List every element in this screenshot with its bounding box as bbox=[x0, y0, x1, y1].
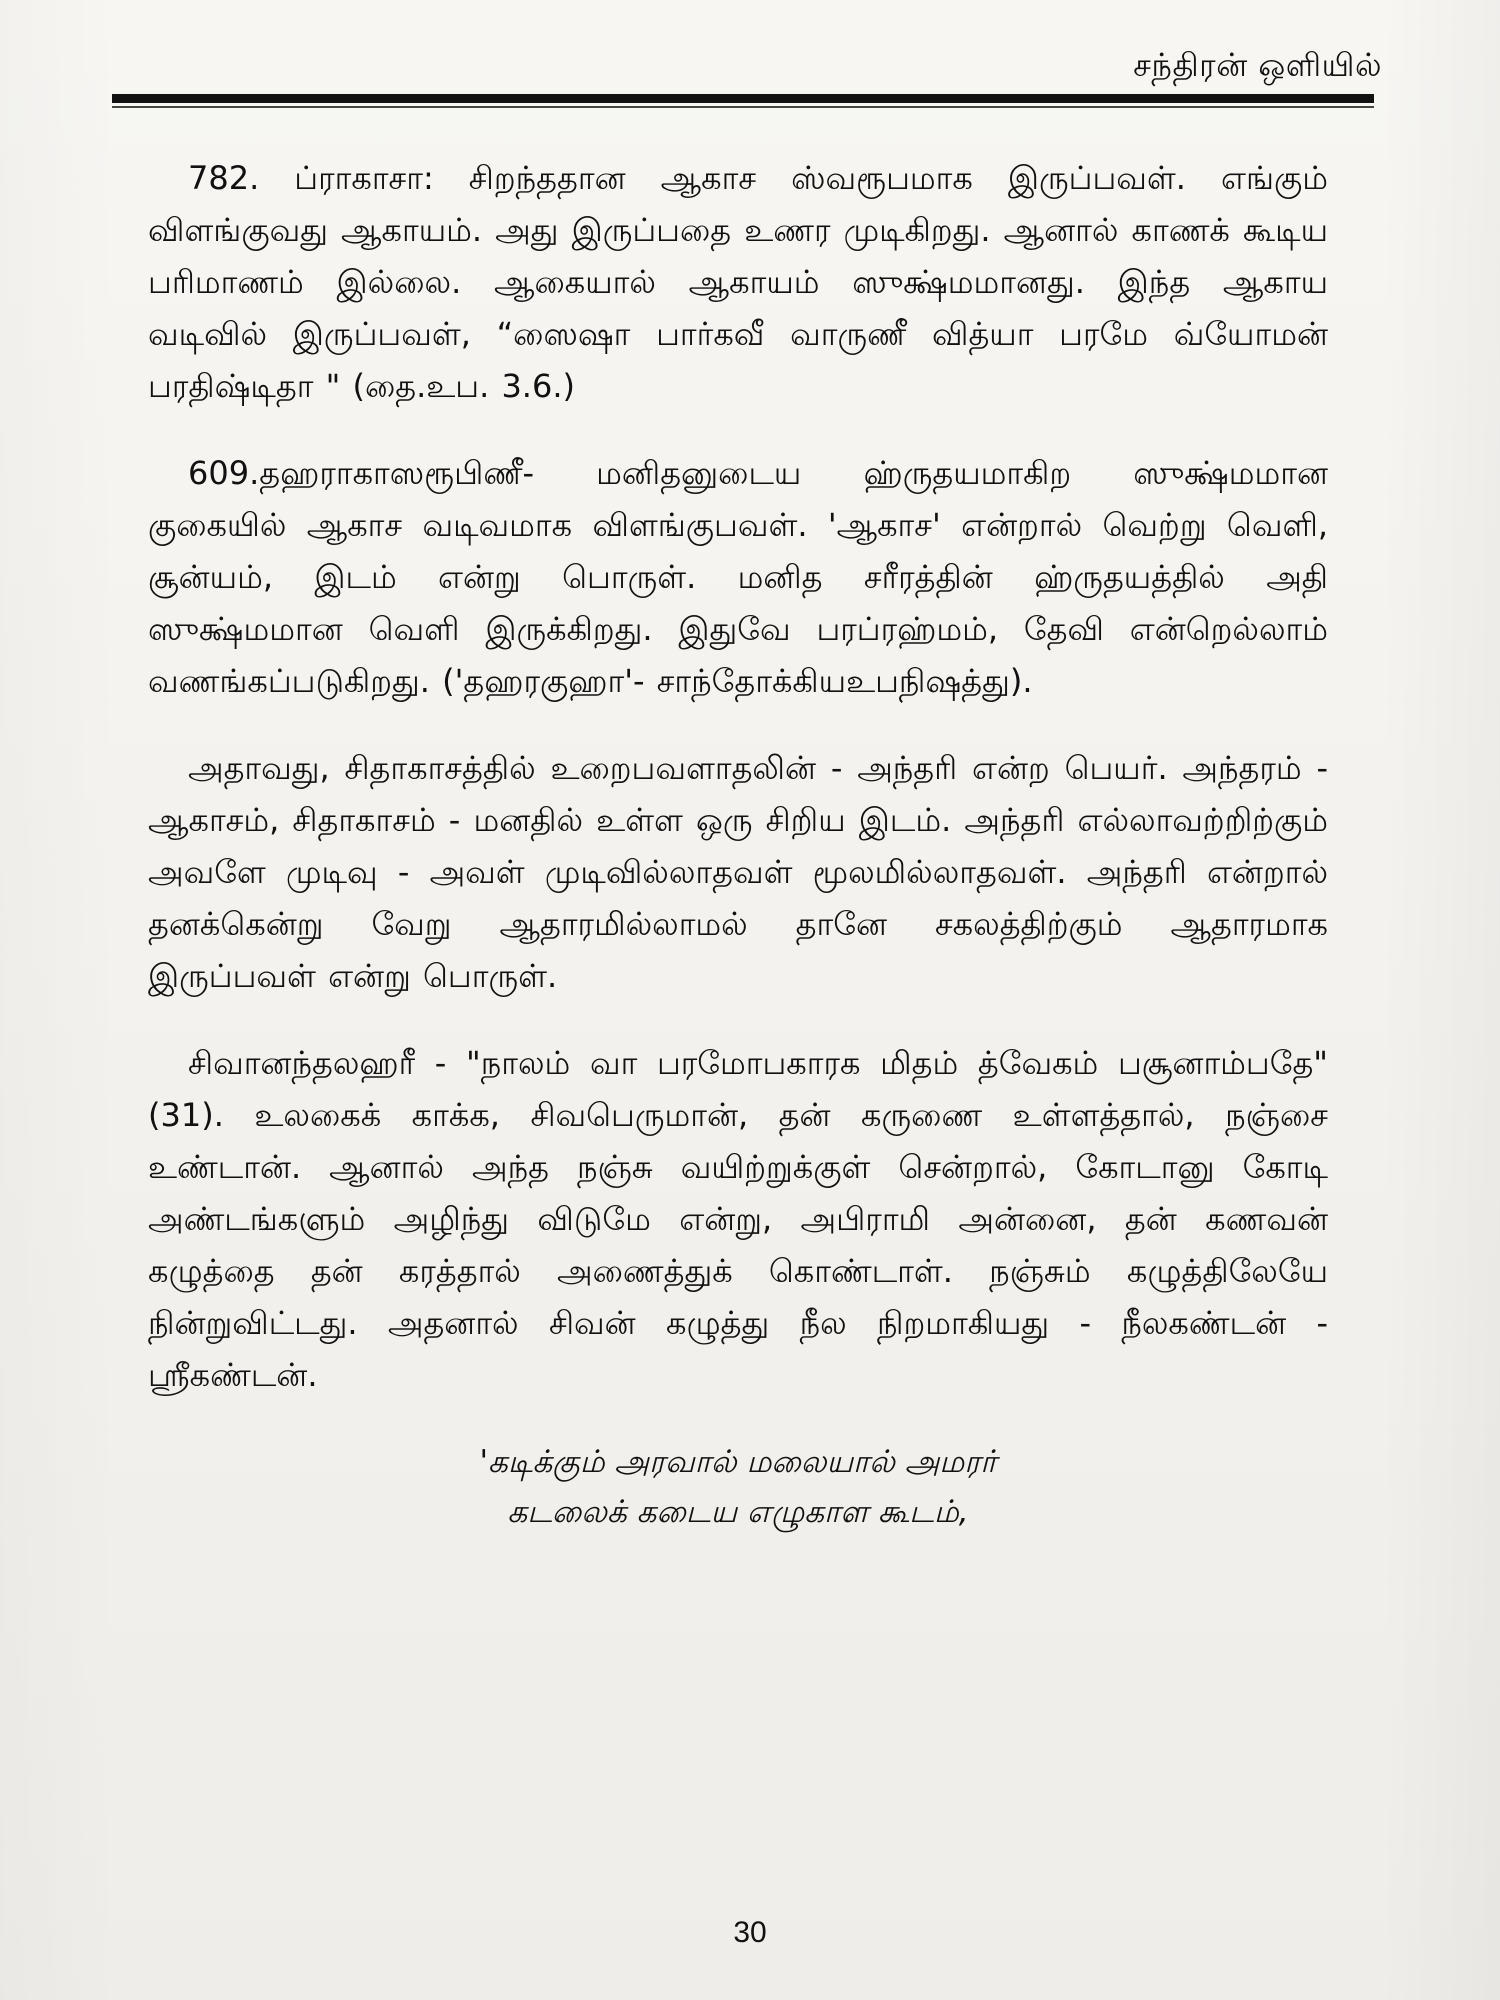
paragraph-609: 609.தஹராகாஸரூபிணீ- மனிதனுடைய ஹ்ருதயமாகிற ஸுக்ஷ்மமான குகையில் ஆகாச வடிவமாக விளங்குபவள். 'ஆகாச' என்றால் வெற்று வெளி, சூன்யம், இடம் என்று பொருள். மனித சரீரத்தின் ஹ்ருதயத்தில் அதி ஸுக்ஷ்மமான வெளி இருக்கிறது. இதுவே பரப்ரஹ்மம், தேவி என்றெல்லாம் வணங்கப்படுகிறது. ('தஹரகுஹா'- சாந்தோக்கியஉபநிஷத்து). bbox=[148, 454, 1328, 700]
main-text bbox=[148, 152, 1328, 1537]
paragraph-782: 782. ப்ராகாசா: சிறந்ததான ஆகாச ஸ்வரூபமாக இருப்பவள். எங்கும் விளங்குவது ஆகாயம். அது இருப்பதை உணர முடிகிறது. ஆனால் காணக் கூடிய பரிமாணம் இல்லை. ஆகையால் ஆகாயம் ஸுக்ஷ்மமானது. இந்த ஆகாய வடிவில் இருப்பவள், “ஸைஷா பார்கவீ வாருணீ வித்யா பரமே வ்யோமன் பரதிஷ்டிதா " (தை.உப. 3.6.) bbox=[148, 159, 1328, 405]
verse-line: 'கடிக்கும் அரவால் மலையால் அமரர் bbox=[479, 1444, 997, 1480]
header-rule-thick bbox=[112, 94, 1374, 103]
verse-line: கடலைக் கடைய எழுகாள கூடம், bbox=[507, 1494, 969, 1530]
page-number: 30 bbox=[733, 1916, 767, 1949]
paragraph-sivanandalahari: சிவானந்தலஹரீ - "நாலம் வா பரமோபகாரக மிதம் த்வேகம் பசூனாம்பதே" (31). உலகைக் காக்க, சிவபெருமான், தன் கருணை உள்ளத்தால், நஞ்சை உண்டான். ஆனால் அந்த நஞ்சு வயிற்றுக்குள் சென்றால், கோடானு கோடி அண்டங்களும் அழிந்து விடுமே என்று, அபிராமி அன்னை, தன் கணவன் கழுத்தை தன் கரத்தால் அணைத்துக் கொண்டாள். நஞ்சும் கழுத்திலேயே நின்றுவிட்டது. அதனால் சிவன் கழுத்து நீல நிறமாகியது - நீலகண்டன் - ஸ்ரீகண்டன். bbox=[148, 1044, 1328, 1394]
running-head: சந்திரன் ஒளியில் bbox=[1133, 46, 1382, 84]
paragraph-antari: அதாவது, சிதாகாசத்தில் உறைபவளாதலின் - அந்தரி என்ற பெயர். அந்தரம் - ஆகாசம், சிதாகாசம் - மனதில் உள்ள ஒரு சிறிய இடம். அந்தரி எல்லாவற்றிற்கும் அவளே முடிவு - அவள் முடிவில்லாதவள் மூலமில்லாதவள். அந்தரி என்றால் தனக்கென்று வேறு ஆதாரமில்லாமல் தானே சகலத்திற்கும் ஆதாரமாக இருப்பவள் என்று பொருள். bbox=[148, 749, 1328, 995]
verse-block bbox=[148, 1437, 1328, 1537]
header-rule-thin bbox=[112, 106, 1374, 108]
